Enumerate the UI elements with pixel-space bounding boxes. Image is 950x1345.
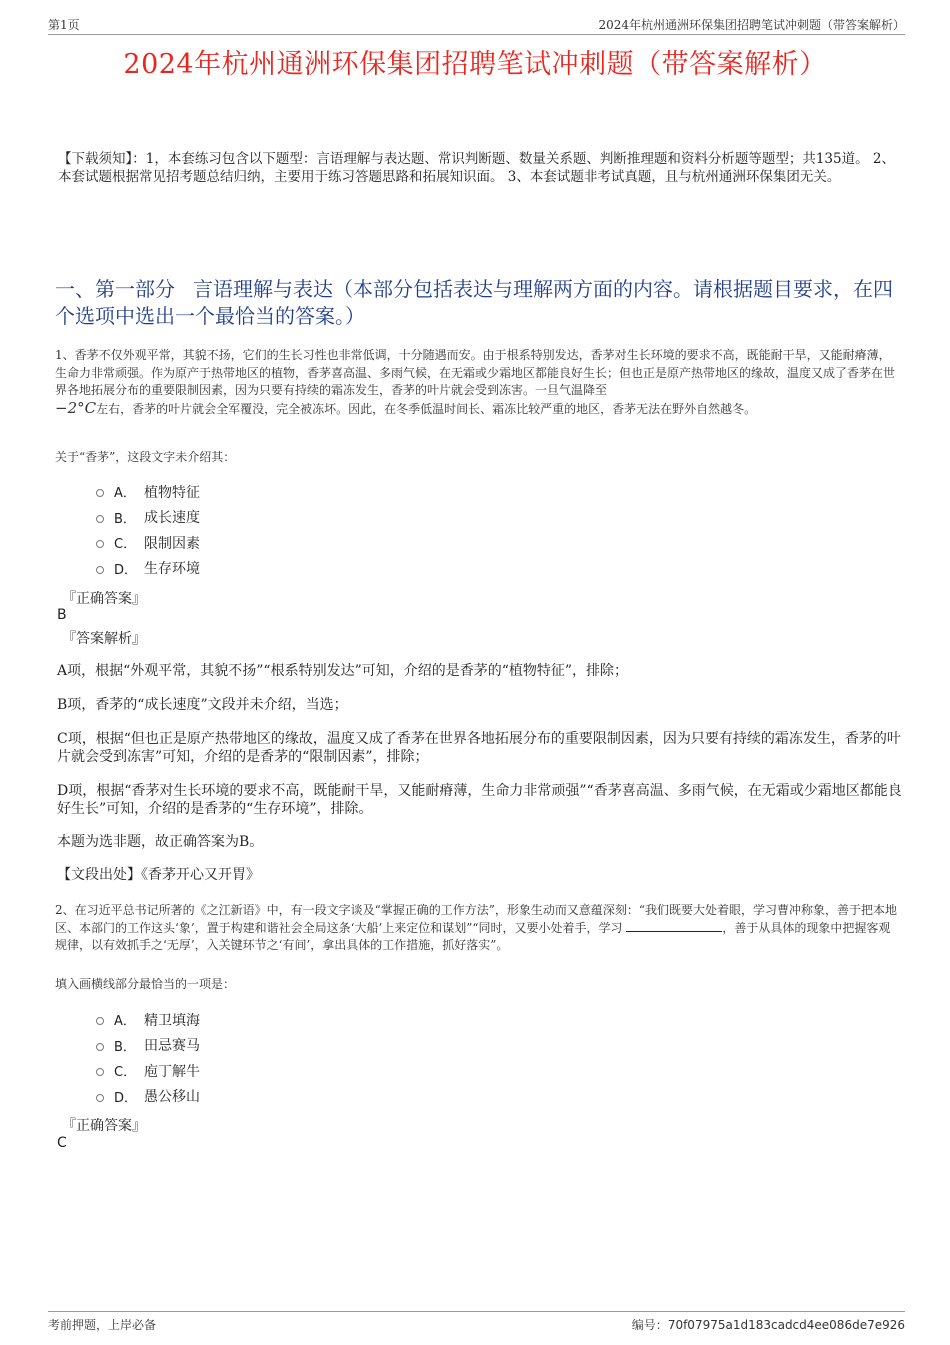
option-a[interactable] (96, 479, 200, 505)
option-text: 田忌赛马 (144, 1038, 200, 1055)
option-key: D． (114, 1090, 138, 1106)
analysis-conclusion: 本题为选非题，故正确答案为B。 (57, 834, 264, 850)
option-b[interactable] (96, 505, 200, 531)
option-key: B． (114, 1039, 136, 1055)
section-part: 一、第一部分 (55, 277, 175, 301)
answer-label: 『正确答案』 (62, 1118, 146, 1134)
answer-label: 『正确答案』 (62, 591, 146, 607)
option-text: 植物特征 (144, 484, 200, 501)
radio-icon[interactable] (96, 515, 104, 523)
fill-in-blank (626, 921, 722, 932)
footer-slogan: 考前押题，上岸必备 (48, 1318, 157, 1332)
radio-icon[interactable] (96, 566, 104, 574)
analysis-d: D项，根据“香茅对生长环境的要求不高，既能耐干旱，又能耐瘠薄，生命力非常顽强”“香茅喜高温、多雨气候，在无霜或少霜地区都能良好生长”可知，介绍的是香茅的“生存环境”，排除。 (57, 783, 902, 817)
question-2-text-b: ，善于从具体的现象中把握客观规律，以有效抓手之‘无厚’，入关键环节之‘有间’，拿出具体的工作措施，抓好落实”。 (55, 920, 891, 952)
correct-answer: C (57, 1135, 67, 1151)
option-key: B． (114, 511, 136, 527)
option-key: C． (114, 537, 137, 553)
page-number: 第1页 (48, 18, 80, 32)
analysis-b: B项，香茅的“成长速度”文段并未介绍，当选； (57, 697, 348, 713)
temperature-formula: −2°C (55, 398, 97, 417)
correct-answer: B (57, 607, 67, 623)
option-d[interactable] (96, 1084, 200, 1110)
page-footer (48, 1311, 905, 1332)
radio-icon[interactable] (96, 1043, 104, 1051)
question-1-prompt: 关于“香茅”，这段文字未介绍其： (55, 450, 236, 464)
document-title: 2024年杭州通洲环保集团招聘笔试冲刺题（带答案解析） (123, 49, 827, 80)
section-text: 言语理解与表达（本部分包括表达与理解两方面的内容。请根据题目要求，在四个选项中选出一个最恰当的答案。） (55, 277, 893, 328)
question-1-text-b: 左右，香茅的叶片就会全军覆没，完全被冻坏。因此，在冬季低温时间长、霜冻比较严重的地区，香茅无法在野外自然越冬。 (96, 401, 757, 416)
footer-code-value: 70f07975a1d183cadcd4ee086de7e926 (667, 1318, 905, 1332)
option-key: C． (114, 1065, 137, 1081)
option-c[interactable] (96, 530, 200, 556)
page-header (48, 14, 905, 35)
option-text: 生存环境 (144, 561, 200, 578)
section-heading (55, 276, 900, 330)
option-c[interactable] (96, 1058, 200, 1084)
option-text: 愚公移山 (144, 1089, 200, 1106)
option-text: 限制因素 (144, 535, 200, 552)
question-2-options (96, 1007, 200, 1109)
header-doc-title: 2024年杭州通洲环保集团招聘笔试冲刺题（带答案解析） (598, 18, 905, 32)
option-key: A． (114, 1014, 136, 1030)
radio-icon[interactable] (96, 1094, 104, 1102)
option-text: 成长速度 (144, 510, 200, 527)
option-b[interactable] (96, 1033, 200, 1059)
radio-icon[interactable] (96, 540, 104, 548)
analysis-c: C项，根据“但也正是原产热带地区的缘故，温度又成了香茅在世界各地拓展分布的重要限制因素，因为只要有持续的霜冻发生，香茅的叶片就会受到冻害”可知，介绍的是香茅的“限制因素”，排除； (57, 731, 901, 765)
option-text: 庖丁解牛 (144, 1063, 200, 1080)
source-citation: 【文段出处】《香茅开心又开胃》 (57, 867, 260, 883)
question-1-text (55, 347, 900, 418)
analysis-a: A项，根据“外观平常，其貌不扬”“根系特别发达”可知，介绍的是香茅的“植物特征”，排除； (57, 663, 629, 679)
option-key: D． (114, 562, 138, 578)
question-2-text (55, 902, 900, 955)
option-d[interactable] (96, 556, 200, 582)
download-notice: 【下载须知】：1，本套练习包含以下题型：言语理解与表达题、常识判断题、数量关系题、判断推理题和资料分析题等题型；共135道。 2、本套试题根据常见招考题总结归纳，主要用于练习答题思路和拓展知识面。 3、本套试题非考试真题，且与杭州通洲环保集团无关。 (58, 151, 895, 185)
option-key: A． (114, 486, 136, 502)
analysis-label: 『答案解析』 (62, 631, 146, 647)
radio-icon[interactable] (96, 489, 104, 497)
radio-icon[interactable] (96, 1017, 104, 1025)
footer-code-label: 编号： (631, 1318, 668, 1332)
option-a[interactable] (96, 1007, 200, 1033)
question-2-prompt: 填入画横线部分最恰当的一项是： (55, 977, 236, 991)
radio-icon[interactable] (96, 1068, 104, 1076)
question-1-text-a: 1、香茅不仅外观平常，其貌不扬，它们的生长习性也非常低调，十分随遇而安。由于根系特别发达，香茅对生长环境的要求不高，既能耐干旱，又能耐瘠薄，生命力非常顽强。作为原产于热带地区的植物，香茅喜高温、多雨气候，在无霜或少霜地区都能良好生长；但也正是原产热带地区的缘故，温度又成了香茅在世界各地拓展分布的重要限制因素，因为只要有持续的霜冻发生，香茅的叶片就会受到冻害。一旦气温降至 (55, 348, 896, 397)
question-1-options (96, 479, 200, 581)
footer-code (632, 1316, 905, 1333)
option-text: 精卫填海 (144, 1012, 200, 1029)
question-2-text-a: 2、在习近平总书记所著的《之江新语》中，有一段文字谈及“掌握正确的工作方法”，形象生动而又意蕴深刻：“我们既要大处着眼，学习曹冲称象，善于把本地区、本部门的工作这头‘象’，置于构建和谐社会全局这条‘大船’上来定位和谋划”“同时，又要小处着手，学习 (55, 903, 898, 935)
